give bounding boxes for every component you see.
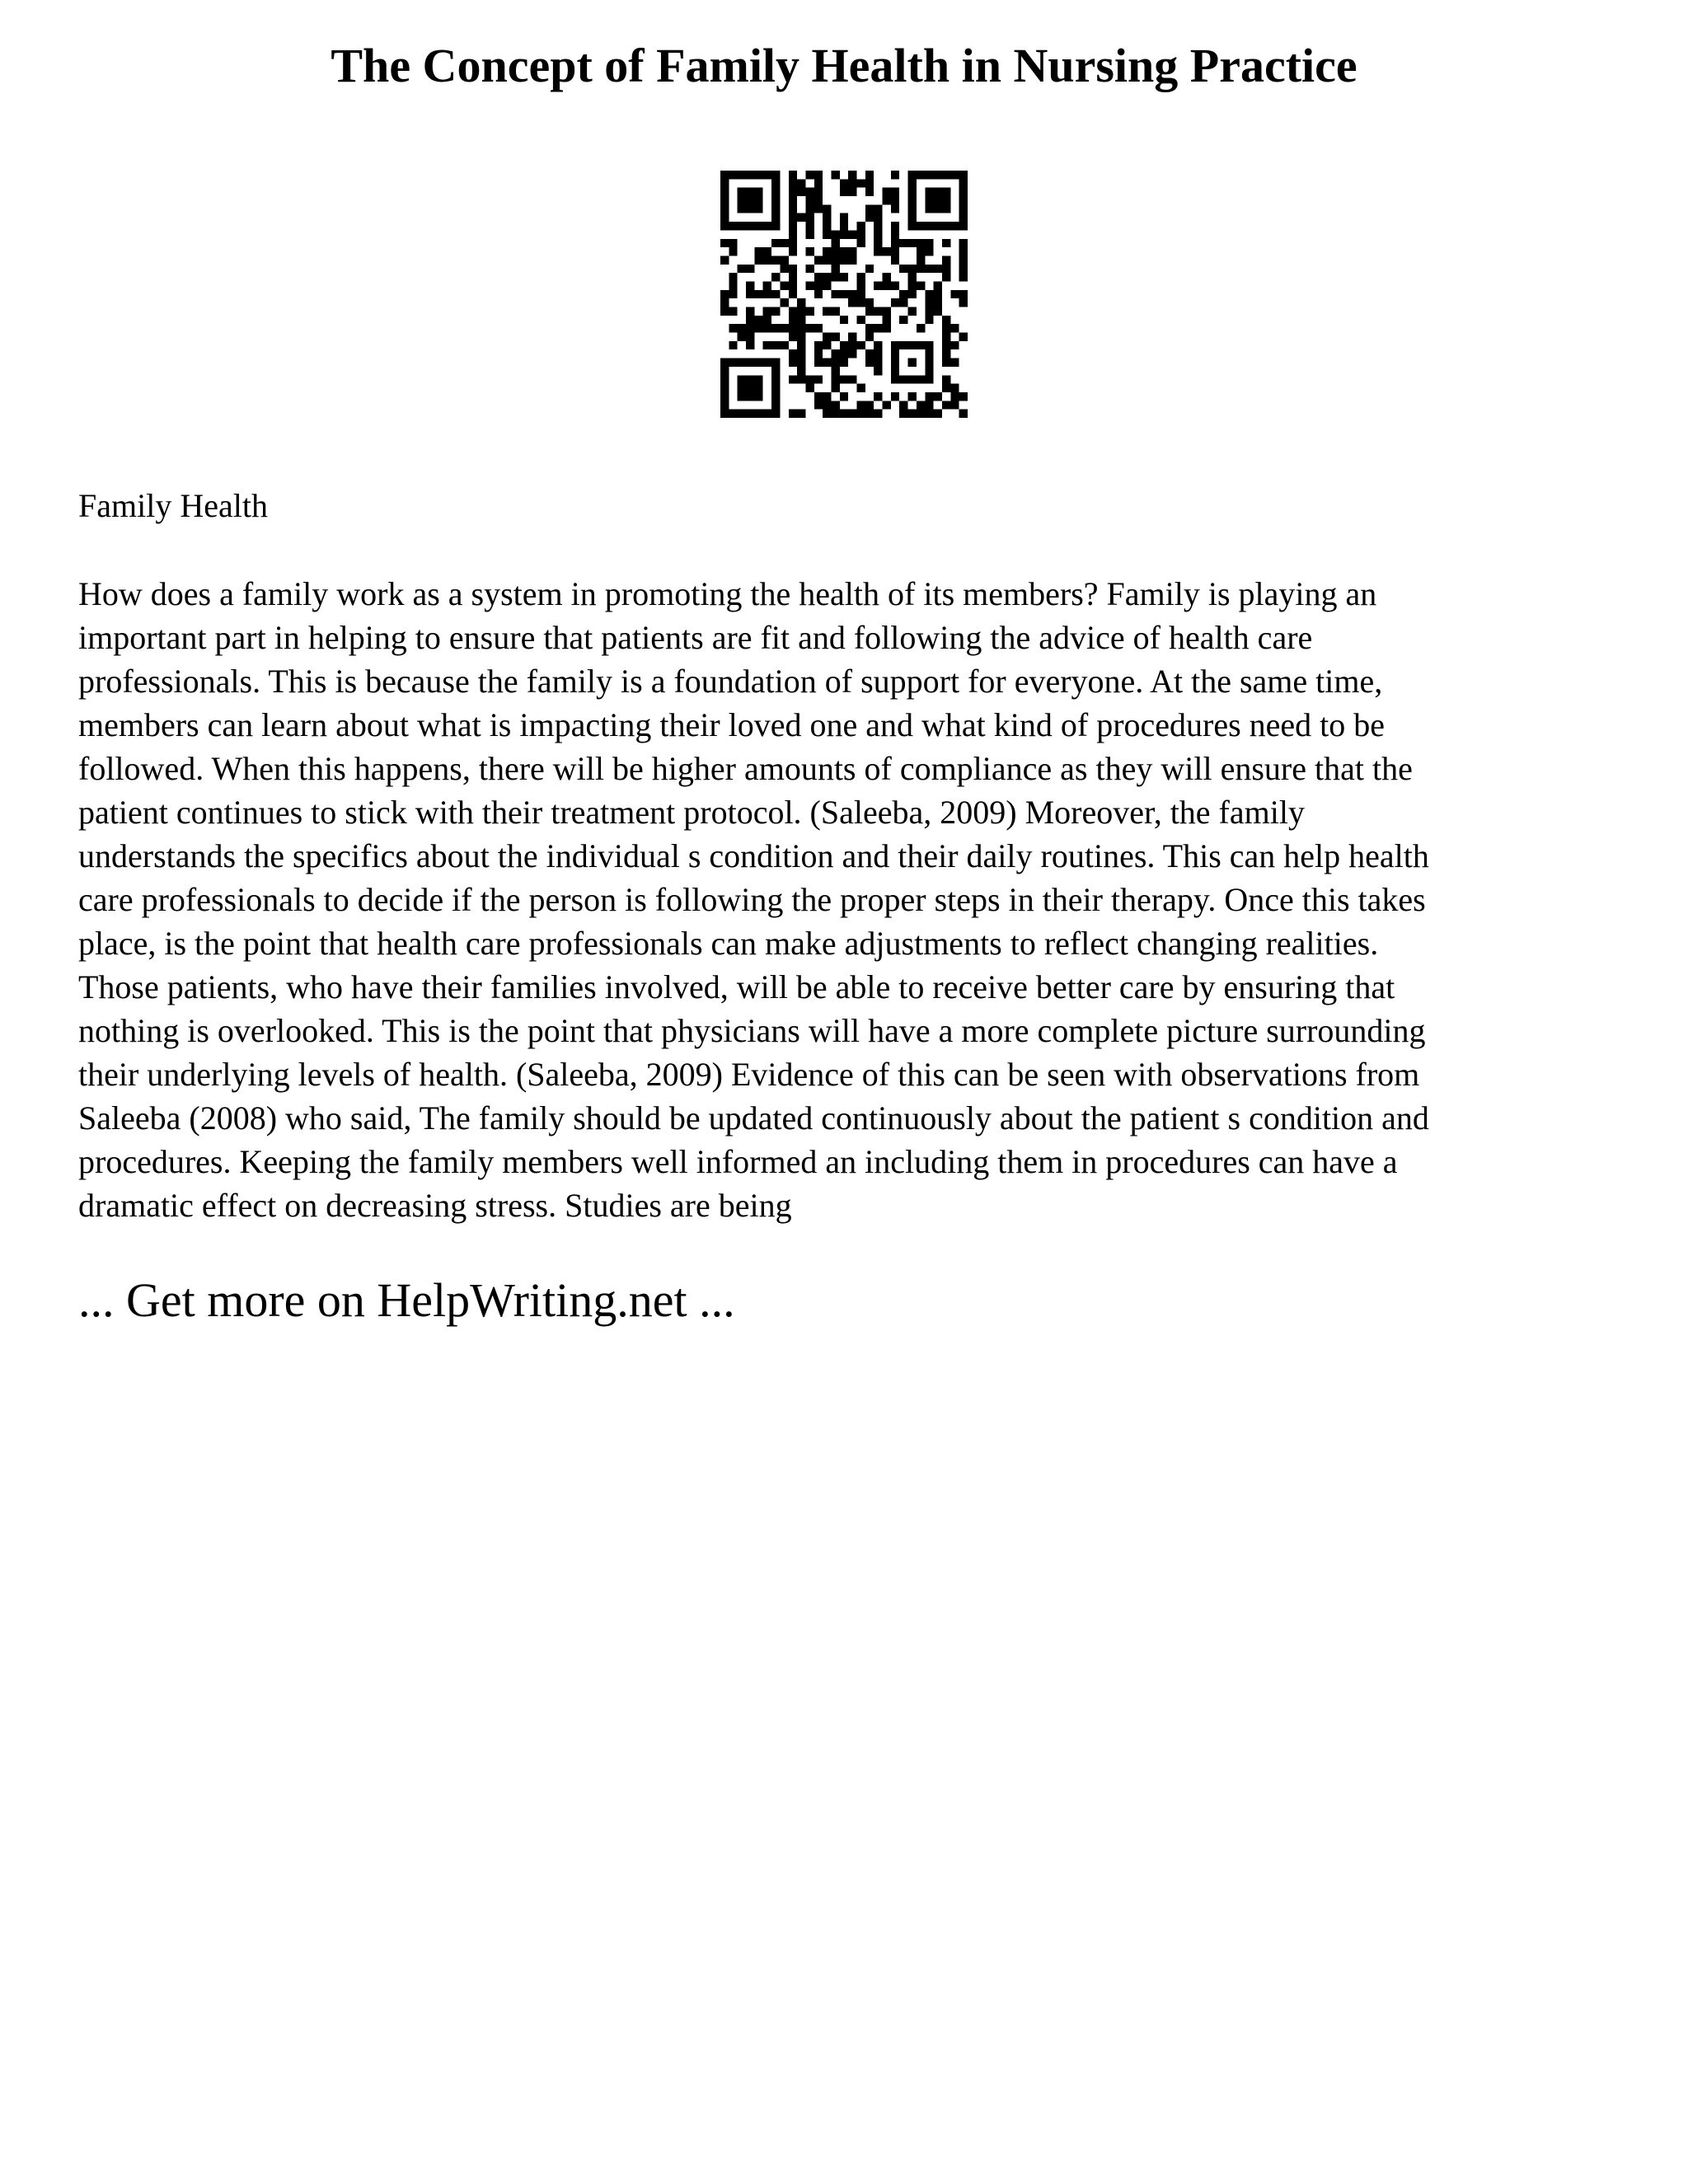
document-title: The Concept of Family Health in Nursing Practice: [331, 39, 1357, 92]
body-line: patient continues to stick with their treatment protocol. (Saleeba, 2009) Moreover, the family: [78, 794, 1305, 831]
body-line: Saleeba (2008) who said, The family should be updated continuously about the patient s condition and: [78, 1099, 1429, 1137]
body-line: procedures. Keeping the family members well informed an including them in procedures can have a: [78, 1143, 1398, 1180]
body-line: understands the specifics about the individual s condition and their daily routines. This can help health: [78, 837, 1429, 874]
body-line: members can learn about what is impacting their loved one and what kind of procedures need to be: [78, 706, 1386, 743]
body-line: place, is the point that health care professionals can make adjustments to reflect changing realities.: [78, 925, 1379, 962]
body-line: their underlying levels of health. (Saleeba, 2009) Evidence of this can be seen with observations from: [78, 1056, 1420, 1093]
section-heading: Family Health: [78, 487, 268, 524]
body-line: followed. When this happens, there will be higher amounts of compliance as they will ensure that the: [78, 750, 1413, 787]
body-line: Those patients, who have their families involved, will be able to receive better care by ensuring that: [78, 968, 1395, 1005]
body-line: dramatic effect on decreasing stress. Studies are being: [78, 1187, 792, 1224]
body-paragraph: [78, 572, 1644, 1227]
qr-code-icon: [720, 171, 968, 418]
body-line: professionals. This is because the family is a foundation of support for everyone. At the same time,: [78, 663, 1383, 700]
body-line: How does a family work as a system in promoting the health of its members? Family is playing an: [78, 575, 1377, 612]
body-line: nothing is overlooked. This is the point that physicians will have a more complete picture surrounding: [78, 1012, 1426, 1049]
body-line: care professionals to decide if the person is following the proper steps in their therapy. Once this takes: [78, 881, 1426, 918]
body-line: important part in helping to ensure that patients are fit and following the advice of health care: [78, 619, 1313, 656]
get-more-link[interactable]: ... Get more on HelpWriting.net ...: [78, 1273, 735, 1327]
